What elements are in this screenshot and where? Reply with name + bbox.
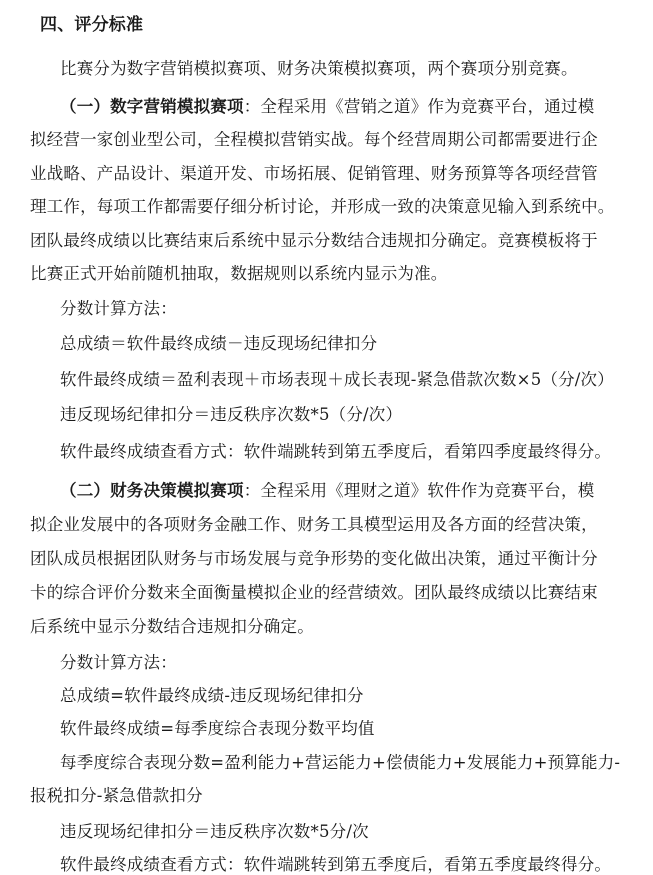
part2-label: （二）财务决策模拟赛项 bbox=[60, 481, 244, 500]
part2-formula: 软件最终成绩=每季度综合表现分数平均值 bbox=[60, 719, 375, 738]
part2-view-method: 软件最终成绩查看方式：软件端跳转到第五季度后，看第五季度最终得分。 bbox=[60, 855, 612, 874]
part2-formula: 违反现场纪律扣分＝违反秩序次数*5分/次 bbox=[60, 822, 369, 841]
part2-formula: 总成绩=软件最终成绩-违反现场纪律扣分 bbox=[60, 686, 364, 705]
part1-line: 理工作，每项工作都需要仔细分析讨论，并形成一致的决策意见输入到系统中。 bbox=[30, 197, 615, 216]
part2-line: 后系统中显示分数结合违规扣分确定。 bbox=[30, 617, 314, 636]
part1-method-label: 分数计算方法： bbox=[60, 299, 177, 318]
part1-line: 业战略、产品设计、渠道开发、市场拓展、促销管理、财务预算等各项经营管 bbox=[30, 164, 598, 183]
part1-line: 比赛正式开始前随机抽取，数据规则以系统内显示为准。 bbox=[30, 264, 448, 283]
part1-line: 拟经营一家创业型公司，全程模拟营销实战。每个经营周期公司都需要进行企 bbox=[30, 130, 598, 149]
part2-line: 拟企业发展中的各项财务金融工作、财务工具模型运用及各方面的经营决策， bbox=[30, 515, 598, 534]
part2-formula: 每季度综合表现分数=盈利能力+营运能力+偿债能力+发展能力+预算能力- bbox=[60, 753, 621, 772]
part2-line: 卡的综合评价分数来全面衡量模拟企业的经营绩效。团队最终成绩以比赛结束 bbox=[30, 583, 598, 602]
section-title: 四、评分标准 bbox=[40, 15, 144, 35]
part1-formula: 总成绩＝软件最终成绩－违反现场纪律扣分 bbox=[60, 334, 378, 353]
part1-line-0: ：全程采用《营销之道》作为竞赛平台，通过模 bbox=[243, 97, 595, 116]
part1-line: 团队最终成绩以比赛结束后系统中显示分数结合违规扣分确定。竞赛模板将于 bbox=[30, 231, 598, 250]
part2-line: 团队成员根据团队财务与市场发展与竞争形势的变化做出决策，通过平衡计分 bbox=[30, 549, 598, 568]
part2-formula: 报税扣分-紧急借款扣分 bbox=[30, 786, 203, 805]
part1-view-method: 软件最终成绩查看方式：软件端跳转到第五季度后，看第四季度最终得分。 bbox=[60, 442, 612, 461]
part2-first-line bbox=[60, 477, 594, 501]
part2-method-label: 分数计算方法： bbox=[60, 653, 177, 672]
part1-formula: 软件最终成绩＝盈利表现＋市场表现＋成长表现-紧急借款次数×5（分/次） bbox=[60, 370, 614, 389]
part1-formula: 违反现场纪律扣分＝违反秩序次数*5（分/次） bbox=[60, 405, 403, 424]
part1-label: （一）数字营销模拟赛项 bbox=[60, 97, 244, 116]
intro-paragraph: 比赛分为数字营销模拟赛项、财务决策模拟赛项，两个赛项分别竞赛。 bbox=[60, 59, 578, 78]
part1-first-line bbox=[60, 93, 594, 117]
part2-line-0: ：全程采用《理财之道》软件作为竞赛平台，模 bbox=[243, 481, 595, 500]
